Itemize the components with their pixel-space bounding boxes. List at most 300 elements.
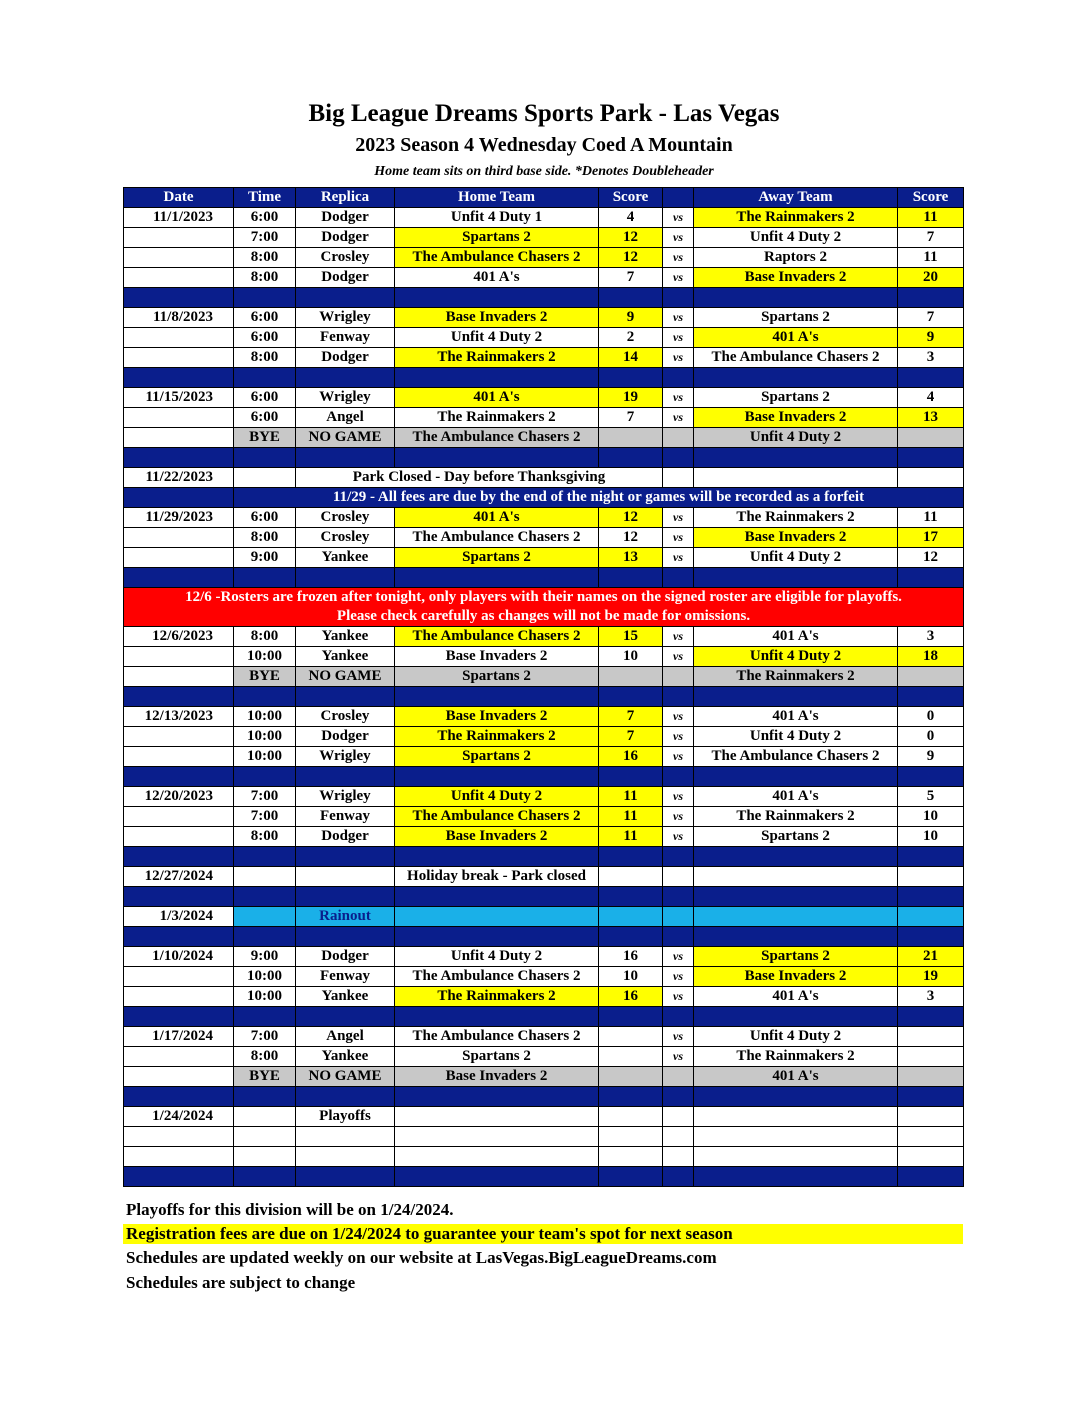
away-team-cell: Unfit 4 Duty 2	[694, 647, 898, 667]
away-team-cell: Unfit 4 Duty 2	[694, 428, 898, 448]
home-score-cell: 11	[599, 827, 663, 847]
home-score-cell: 12	[599, 248, 663, 268]
separator-cell	[599, 887, 663, 907]
game-row	[124, 328, 964, 348]
separator-row	[124, 568, 964, 588]
vs-cell: vs	[663, 248, 694, 268]
separator-cell	[694, 568, 898, 588]
field-cell: Crosley	[296, 528, 395, 548]
separator-cell	[234, 288, 296, 308]
away-score-cell: 9	[898, 747, 964, 767]
field-cell: Angel	[296, 408, 395, 428]
field-cell: NO GAME	[296, 667, 395, 687]
away-score-cell: 20	[898, 268, 964, 288]
separator-cell	[663, 1007, 694, 1027]
away-score-cell: 9	[898, 328, 964, 348]
away-score-cell: 19	[898, 967, 964, 987]
field-cell: Crosley	[296, 248, 395, 268]
column-header-away-score: Score	[898, 188, 964, 208]
rainout-fill-cell	[694, 907, 898, 927]
date-cell: 1/10/2024	[124, 947, 234, 967]
separator-cell	[234, 1167, 296, 1187]
home-team-cell: The Ambulance Chasers 2	[395, 967, 599, 987]
home-team-cell: The Ambulance Chasers 2	[395, 528, 599, 548]
game-row	[124, 1047, 964, 1067]
away-score-cell: 13	[898, 408, 964, 428]
time-cell: 7:00	[234, 228, 296, 248]
separator-cell	[296, 1007, 395, 1027]
home-team-cell: The Ambulance Chasers 2	[395, 428, 599, 448]
separator-cell	[898, 887, 964, 907]
separator-cell	[663, 288, 694, 308]
vs-cell: vs	[663, 747, 694, 767]
date-cell: 11/15/2023	[124, 388, 234, 408]
separator-cell	[395, 568, 599, 588]
separator-cell	[234, 927, 296, 947]
separator-cell	[694, 847, 898, 867]
separator-row	[124, 1167, 964, 1187]
vs-cell: vs	[663, 328, 694, 348]
away-team-cell: Unfit 4 Duty 2	[694, 548, 898, 568]
footer-playoffs-note: Playoffs for this division will be on 1/24/2024.	[126, 1200, 454, 1219]
separator-row	[124, 847, 964, 867]
table-cell	[296, 1127, 395, 1147]
separator-cell	[234, 1087, 296, 1107]
time-cell: 10:00	[234, 987, 296, 1007]
away-team-cell: Unfit 4 Duty 2	[694, 1027, 898, 1047]
separator-cell	[663, 687, 694, 707]
away-team-cell: 401 A's	[694, 627, 898, 647]
away-team-cell: The Ambulance Chasers 2	[694, 747, 898, 767]
table-header-row	[124, 188, 964, 208]
separator-cell	[395, 887, 599, 907]
separator-cell	[694, 1087, 898, 1107]
time-cell	[234, 468, 296, 488]
date-cell: 12/6/2023	[124, 627, 234, 647]
vs-cell: vs	[663, 528, 694, 548]
game-row	[124, 548, 964, 568]
separator-cell	[395, 687, 599, 707]
separator-cell	[395, 288, 599, 308]
date-cell	[124, 248, 234, 268]
time-cell: 10:00	[234, 747, 296, 767]
game-row	[124, 827, 964, 847]
game-row	[124, 707, 964, 727]
away-score-cell: 7	[898, 308, 964, 328]
time-cell: 10:00	[234, 707, 296, 727]
separator-cell	[296, 448, 395, 468]
game-row	[124, 388, 964, 408]
game-row	[124, 528, 964, 548]
home-team-cell: 401 A's	[395, 388, 599, 408]
home-team-cell: The Rainmakers 2	[395, 408, 599, 428]
date-cell	[124, 528, 234, 548]
home-team-cell: Spartans 2	[395, 747, 599, 767]
date-cell	[124, 548, 234, 568]
separator-cell	[898, 1167, 964, 1187]
home-team-cell: Unfit 4 Duty 2	[395, 787, 599, 807]
schedule-table	[123, 187, 964, 1187]
field-cell: Dodger	[296, 827, 395, 847]
separator-cell	[296, 1087, 395, 1107]
rainout-fill-cell	[898, 907, 964, 927]
field-cell: Yankee	[296, 647, 395, 667]
separator-cell	[898, 1087, 964, 1107]
home-score-cell	[599, 867, 663, 887]
table-cell	[898, 1107, 964, 1127]
separator-cell	[296, 368, 395, 388]
date-cell: 12/27/2024	[124, 867, 234, 887]
vs-cell: vs	[663, 268, 694, 288]
field-cell: Wrigley	[296, 747, 395, 767]
away-score-cell	[898, 468, 964, 488]
home-score-cell: 7	[599, 707, 663, 727]
date-cell	[124, 348, 234, 368]
separator-cell	[234, 687, 296, 707]
game-row	[124, 627, 964, 647]
home-team-cell: Base Invaders 2	[395, 827, 599, 847]
separator-cell	[296, 568, 395, 588]
table-cell	[599, 1127, 663, 1147]
away-team-cell: Base Invaders 2	[694, 268, 898, 288]
separator-cell	[124, 1007, 234, 1027]
separator-cell	[296, 288, 395, 308]
time-cell: 9:00	[234, 947, 296, 967]
column-header-away-team: Away Team	[694, 188, 898, 208]
vs-cell: vs	[663, 348, 694, 368]
vs-cell: vs	[663, 308, 694, 328]
separator-cell	[599, 288, 663, 308]
table-cell	[694, 1127, 898, 1147]
away-score-cell	[898, 428, 964, 448]
time-cell: BYE	[234, 1067, 296, 1087]
time-cell: 10:00	[234, 727, 296, 747]
home-score-cell: 16	[599, 987, 663, 1007]
time-cell: BYE	[234, 428, 296, 448]
home-score-cell: 11	[599, 787, 663, 807]
field-cell: Dodger	[296, 947, 395, 967]
away-team-cell: 401 A's	[694, 707, 898, 727]
separator-cell	[296, 687, 395, 707]
separator-cell	[663, 1087, 694, 1107]
field-cell: Wrigley	[296, 308, 395, 328]
separator-cell	[599, 927, 663, 947]
field-cell: Fenway	[296, 807, 395, 827]
game-row	[124, 947, 964, 967]
home-team-cell: Base Invaders 2	[395, 1067, 599, 1087]
home-team-cell: Unfit 4 Duty 1	[395, 208, 599, 228]
game-row	[124, 787, 964, 807]
field-cell: NO GAME	[296, 1067, 395, 1087]
date-cell	[124, 667, 234, 687]
vs-cell: vs	[663, 228, 694, 248]
separator-cell	[663, 368, 694, 388]
footer-change-note: Schedules are subject to change	[126, 1273, 356, 1292]
footer-website-note: Schedules are updated weekly on our website at LasVegas.BigLeagueDreams.com	[126, 1248, 717, 1267]
empty-row	[124, 1127, 964, 1147]
table-cell	[296, 1147, 395, 1167]
field-cell: Yankee	[296, 627, 395, 647]
home-score-cell: 16	[599, 947, 663, 967]
separator-cell	[898, 368, 964, 388]
time-cell: 8:00	[234, 528, 296, 548]
game-row	[124, 967, 964, 987]
away-team-cell: The Rainmakers 2	[694, 1047, 898, 1067]
time-cell: 8:00	[234, 1047, 296, 1067]
date-cell	[124, 328, 234, 348]
home-score-cell: 7	[599, 727, 663, 747]
separator-cell	[694, 1167, 898, 1187]
separator-cell	[898, 767, 964, 787]
away-team-cell: The Rainmakers 2	[694, 667, 898, 687]
separator-cell	[599, 847, 663, 867]
vs-cell: vs	[663, 508, 694, 528]
away-score-cell	[898, 1047, 964, 1067]
home-team-cell: The Ambulance Chasers 2	[395, 627, 599, 647]
vs-cell: vs	[663, 408, 694, 428]
date-cell	[124, 1047, 234, 1067]
separator-cell	[124, 687, 234, 707]
time-cell: 8:00	[234, 268, 296, 288]
page-title: Big League Dreams Sports Park - Las Vegas	[308, 100, 780, 127]
date-cell	[124, 807, 234, 827]
vs-cell	[663, 867, 694, 887]
away-score-cell: 11	[898, 208, 964, 228]
field-cell: Fenway	[296, 328, 395, 348]
game-row	[124, 1027, 964, 1047]
time-cell: 8:00	[234, 348, 296, 368]
away-team-cell: 401 A's	[694, 987, 898, 1007]
home-score-cell	[599, 1067, 663, 1087]
field-cell: Crosley	[296, 508, 395, 528]
separator-cell	[234, 1007, 296, 1027]
table-cell	[663, 1147, 694, 1167]
separator-cell	[395, 1007, 599, 1027]
separator-cell	[234, 887, 296, 907]
separator-cell	[124, 448, 234, 468]
field-cell: Yankee	[296, 987, 395, 1007]
separator-row	[124, 368, 964, 388]
game-row	[124, 508, 964, 528]
separator-cell	[694, 927, 898, 947]
field-cell: Angel	[296, 1027, 395, 1047]
separator-row	[124, 767, 964, 787]
away-score-cell: 3	[898, 627, 964, 647]
away-team-cell: Spartans 2	[694, 308, 898, 328]
away-team-cell	[694, 468, 898, 488]
vs-cell: vs	[663, 947, 694, 967]
date-cell: 12/20/2023	[124, 787, 234, 807]
field-cell	[296, 867, 395, 887]
vs-cell: vs	[663, 727, 694, 747]
separator-cell	[296, 767, 395, 787]
away-team-cell: Spartans 2	[694, 827, 898, 847]
game-row	[124, 647, 964, 667]
table-cell	[234, 1147, 296, 1167]
separator-cell	[124, 1167, 234, 1187]
page-subtitle: 2023 Season 4 Wednesday Coed A Mountain	[355, 134, 733, 156]
home-team-cell: Base Invaders 2	[395, 647, 599, 667]
time-cell: 8:00	[234, 248, 296, 268]
vs-cell: vs	[663, 1027, 694, 1047]
game-row	[124, 348, 964, 368]
empty-row	[124, 1147, 964, 1167]
vs-cell	[663, 468, 694, 488]
separator-cell	[898, 847, 964, 867]
separator-cell	[599, 1007, 663, 1027]
separator-cell	[599, 1087, 663, 1107]
away-score-cell	[898, 1067, 964, 1087]
separator-cell	[694, 767, 898, 787]
holiday-row	[124, 867, 964, 887]
home-score-cell: 2	[599, 328, 663, 348]
separator-cell	[234, 847, 296, 867]
rainout-row	[124, 907, 964, 927]
separator-cell	[898, 1007, 964, 1027]
separator-cell	[898, 927, 964, 947]
away-team-cell: The Ambulance Chasers 2	[694, 348, 898, 368]
notice-spacer-cell	[124, 488, 234, 508]
separator-cell	[395, 767, 599, 787]
date-cell: 1/3/2024	[124, 907, 234, 927]
rainout-fill-cell	[395, 907, 599, 927]
roster-notice-line-2: Please check carefully as changes will not be made for omissions.	[336, 608, 751, 624]
home-team-cell: Base Invaders 2	[395, 308, 599, 328]
vs-cell: vs	[663, 627, 694, 647]
home-score-cell: 9	[599, 308, 663, 328]
home-score-cell: 7	[599, 268, 663, 288]
date-cell: 12/13/2023	[124, 707, 234, 727]
vs-cell: vs	[663, 827, 694, 847]
home-score-cell	[599, 667, 663, 687]
home-team-cell: 401 A's	[395, 508, 599, 528]
home-score-cell: 4	[599, 208, 663, 228]
time-cell	[234, 907, 296, 927]
game-row	[124, 987, 964, 1007]
separator-cell	[124, 767, 234, 787]
table-cell	[124, 1127, 234, 1147]
away-score-cell: 0	[898, 707, 964, 727]
separator-cell	[599, 767, 663, 787]
separator-cell	[599, 568, 663, 588]
separator-cell	[663, 448, 694, 468]
separator-cell	[898, 568, 964, 588]
vs-cell: vs	[663, 987, 694, 1007]
time-cell: 7:00	[234, 787, 296, 807]
field-cell: Yankee	[296, 1047, 395, 1067]
time-cell: 8:00	[234, 627, 296, 647]
date-cell	[124, 747, 234, 767]
time-cell	[234, 867, 296, 887]
home-team-cell: Spartans 2	[395, 228, 599, 248]
table-cell	[694, 1107, 898, 1127]
separator-cell	[296, 927, 395, 947]
away-score-cell: 0	[898, 727, 964, 747]
separator-cell	[694, 448, 898, 468]
game-row	[124, 747, 964, 767]
away-team-cell: 401 A's	[694, 1067, 898, 1087]
away-score-cell: 11	[898, 508, 964, 528]
home-score-cell: 12	[599, 508, 663, 528]
time-cell: 6:00	[234, 328, 296, 348]
table-cell	[694, 1147, 898, 1167]
footer-registration-note: Registration fees are due on 1/24/2024 to guarantee your team's spot for next season	[123, 1224, 963, 1244]
separator-cell	[124, 568, 234, 588]
separator-cell	[694, 368, 898, 388]
time-cell: 9:00	[234, 548, 296, 568]
field-cell: Dodger	[296, 348, 395, 368]
away-team-cell: Unfit 4 Duty 2	[694, 727, 898, 747]
away-score-cell: 10	[898, 807, 964, 827]
home-team-cell: The Rainmakers 2	[395, 987, 599, 1007]
home-score-cell: 10	[599, 647, 663, 667]
away-score-cell	[898, 1027, 964, 1047]
separator-cell	[898, 687, 964, 707]
rainout-cell: Rainout	[296, 907, 395, 927]
game-row	[124, 248, 964, 268]
home-score-cell: 14	[599, 348, 663, 368]
home-score-cell: 13	[599, 548, 663, 568]
separator-cell	[124, 1087, 234, 1107]
separator-cell	[296, 847, 395, 867]
vs-cell	[663, 428, 694, 448]
playoffs-cell: Playoffs	[296, 1107, 395, 1127]
home-team-cell: The Ambulance Chasers 2	[395, 807, 599, 827]
vs-cell: vs	[663, 807, 694, 827]
away-team-cell: Unfit 4 Duty 2	[694, 228, 898, 248]
away-team-cell: 401 A's	[694, 328, 898, 348]
separator-row	[124, 288, 964, 308]
page-note: Home team sits on third base side. *Denotes Doubleheader	[374, 164, 714, 179]
separator-cell	[663, 767, 694, 787]
separator-cell	[694, 1007, 898, 1027]
table-cell	[898, 1127, 964, 1147]
time-cell: 8:00	[234, 827, 296, 847]
game-row	[124, 208, 964, 228]
date-cell: 11/8/2023	[124, 308, 234, 328]
game-row	[124, 228, 964, 248]
home-score-cell	[599, 1027, 663, 1047]
separator-cell	[124, 927, 234, 947]
time-cell: 6:00	[234, 388, 296, 408]
home-score-cell: 16	[599, 747, 663, 767]
away-team-cell: The Rainmakers 2	[694, 807, 898, 827]
game-row	[124, 727, 964, 747]
game-row	[124, 807, 964, 827]
table-cell	[395, 1147, 599, 1167]
rainout-fill-cell	[599, 907, 663, 927]
separator-cell	[124, 887, 234, 907]
table-cell	[898, 1147, 964, 1167]
table-cell	[599, 1147, 663, 1167]
fees-notice-cell: 11/29 - All fees are due by the end of the night or games will be recorded as a forfeit	[234, 488, 964, 508]
field-cell: NO GAME	[296, 428, 395, 448]
separator-cell	[296, 887, 395, 907]
field-cell: Wrigley	[296, 388, 395, 408]
separator-cell	[234, 767, 296, 787]
home-score-cell: 11	[599, 807, 663, 827]
separator-cell	[694, 887, 898, 907]
date-cell	[124, 967, 234, 987]
roster-notice-line-1: 12/6 -Rosters are frozen after tonight, only players with their names on the signed roster are eligible for playoffs.	[185, 589, 902, 605]
away-team-cell: The Rainmakers 2	[694, 208, 898, 228]
column-header-home-team: Home Team	[395, 188, 599, 208]
game-row	[124, 308, 964, 328]
separator-row	[124, 1007, 964, 1027]
column-header-home-score: Score	[599, 188, 663, 208]
vs-cell	[663, 667, 694, 687]
field-cell: Dodger	[296, 268, 395, 288]
